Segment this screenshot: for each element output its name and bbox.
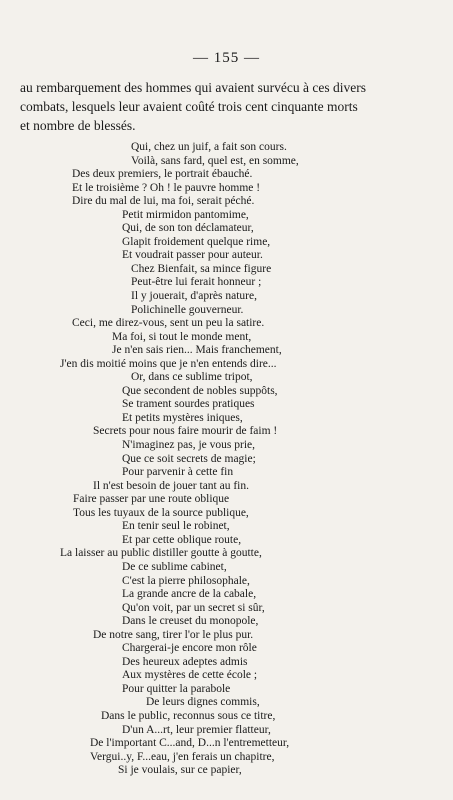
page-number: — 155 —: [193, 50, 260, 66]
poem-line: Faire passer par une route oblique: [73, 493, 230, 506]
poem-line: Dans le creuset du monopole,: [122, 615, 259, 628]
poem-line: Dire du mal de lui, ma foi, serait péché.: [72, 195, 255, 208]
poem-line: Il n'est besoin de jouer tant au fin.: [93, 479, 250, 492]
poem-line: Et voudrait passer pour auteur.: [122, 249, 263, 262]
poem-line: N'imaginez pas, je vous prie,: [122, 439, 256, 452]
poem-line: Or, dans ce sublime tripot,: [131, 371, 253, 384]
poem-line: De leurs dignes commis,: [146, 696, 260, 709]
poem-line: Que ce soit secrets de magie;: [122, 452, 256, 465]
poem-line: Ceci, me direz-vous, sent un peu la satire.: [72, 317, 265, 330]
intro-line: et nombre de blessés.: [20, 118, 136, 133]
poem-line: De l'important C...and, D...n l'entremetteur,: [90, 737, 290, 750]
poem-line: La laisser au public distiller goutte à goutte,: [60, 547, 262, 560]
poem-line: J'en dis moitié moins que je n'en entends dire...: [60, 357, 277, 370]
poem-line: De notre sang, tirer l'or le plus pur.: [93, 628, 254, 641]
poem-line: Polichinelle gouverneur.: [131, 303, 244, 316]
poem-line: Pour quitter la parabole: [122, 682, 231, 695]
poem: [0, 141, 453, 778]
intro-line: au rembarquement des hommes qui avaient survécu à ces divers: [20, 80, 367, 95]
poem-line: Que secondent de nobles suppôts,: [122, 384, 278, 397]
poem-line: Des heureux adeptes admis: [122, 655, 248, 668]
poem-line: Dans le public, reconnus sous ce titre,: [101, 709, 276, 722]
poem-line: Des deux premiers, le portrait ébauché.: [72, 168, 253, 181]
poem-line: C'est la pierre philosophale,: [122, 574, 250, 587]
poem-line: La grande ancre de la cabale,: [122, 588, 257, 601]
poem-line: Pour parvenir à cette fin: [122, 466, 234, 479]
poem-line: Vergui..y, F...eau, j'en ferais un chapitre,: [90, 750, 275, 763]
poem-line: En tenir seul le robinet,: [122, 520, 230, 533]
poem-line: Petit mirmidon pantomime,: [122, 208, 249, 221]
poem-line: De ce sublime cabinet,: [122, 560, 227, 573]
poem-line: Chargerai-je encore mon rôle: [122, 642, 257, 655]
poem-line: Tous les tuyaux de la source publique,: [73, 506, 249, 519]
poem-line: Ma foi, si tout le monde ment,: [112, 330, 252, 343]
poem-line: Et le troisième ? Oh ! le pauvre homme !: [72, 181, 261, 194]
poem-line: Qui, de son ton déclamateur,: [122, 222, 254, 235]
poem-line: Secrets pour nous faire mourir de faim !: [93, 425, 278, 438]
poem-line: Glapit froidement quelque rime,: [122, 235, 271, 248]
poem-line: Si je voulais, sur ce papier,: [118, 764, 242, 777]
poem-line: Chez Bienfait, sa mince figure: [131, 262, 272, 275]
poem-line: Voilà, sans fard, quel est, en somme,: [131, 154, 299, 167]
poem-line: Et par cette oblique route,: [122, 533, 242, 546]
poem-line: Et petits mystères iniques,: [122, 411, 243, 424]
poem-line: Il y jouerait, d'après nature,: [131, 290, 257, 303]
poem-line: Aux mystères de cette école ;: [122, 669, 258, 682]
poem-line: Peut-être lui ferait honneur ;: [131, 276, 262, 289]
intro-paragraph: [20, 78, 440, 135]
intro-line: combats, lesquels leur avaient coûté trois cent cinquante morts: [20, 99, 358, 114]
poem-line: Je n'en sais rien... Mais franchement,: [112, 344, 282, 357]
poem-line: Qu'on voit, par un secret si sûr,: [122, 601, 265, 614]
poem-line: D'un A...rt, leur premier flatteur,: [122, 723, 271, 736]
poem-line: Qui, chez un juif, a fait son cours.: [131, 141, 287, 153]
poem-line: Se trament sourdes pratiques: [122, 398, 255, 411]
